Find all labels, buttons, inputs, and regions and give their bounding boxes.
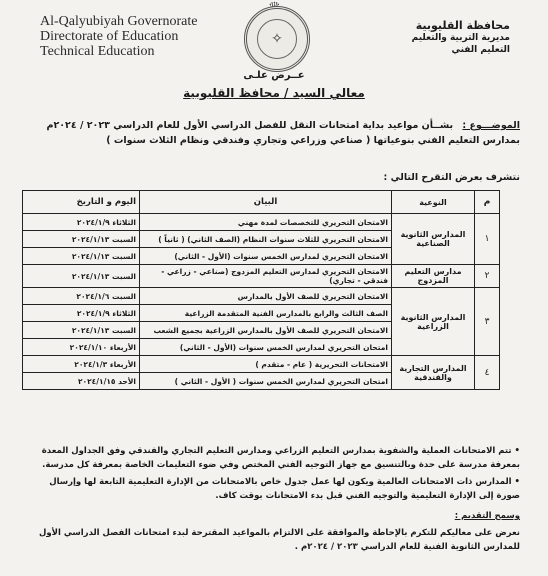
header-cell-number: م xyxy=(475,191,500,214)
exam-description: امتحان التحريري لمدارس الخمس سنوات ( الأول - الثاني ) xyxy=(140,373,392,390)
exam-date: السبت ٢٠٢٤/١/١٣ xyxy=(23,231,140,248)
exam-date: الأربعاء ٢٠٢٤/١/١٠ xyxy=(23,339,140,356)
table-row xyxy=(23,288,500,305)
school-type: مدارس التعليم المزدوج xyxy=(392,265,475,288)
header-right-line: مديرية التربية والتعليم xyxy=(411,33,510,43)
header-left-line: Directorate of Education xyxy=(40,29,179,44)
exam-date: السبت ٢٠٢٤/١/١٣ xyxy=(23,248,140,265)
exam-date: السبت ٢٠٢٤/١/١٣ xyxy=(23,322,140,339)
exam-schedule-table xyxy=(22,190,500,390)
header-cell-type: النوعية xyxy=(392,191,475,214)
header-right-line: التعليم الفني xyxy=(451,45,510,55)
row-number: ١ xyxy=(475,214,500,265)
exam-date: السبت ٢٠٢٤/١/٦ xyxy=(23,288,140,305)
exam-description: الامتحان التحريري للصف الأول بالمدارس الزراعية بجميع الشعب xyxy=(140,322,392,339)
row-number: ٢ xyxy=(475,265,500,288)
table-row xyxy=(23,356,500,373)
header-left-english xyxy=(40,14,200,59)
header-left-line: Technical Education xyxy=(40,44,155,59)
header-cell-description: البيان xyxy=(140,191,392,214)
exam-description: الامتحان التحريري للصف الأول بالمدارس xyxy=(140,288,392,305)
closing-label: وسمح التقديم : xyxy=(454,511,520,521)
note-paragraph: • المدارس ذات الامتحانات العالمية ويكون لها عمل جدول خاص بالامتحانات من الإدارة التعليمية التابعة لها وإرسال صورة إلى الإدارة التعليمية والتوجيه الفني قبل بدء الامتحانات بوقت كاف. xyxy=(49,477,520,501)
header-left-line: Al-Qalyubiyah Governorate xyxy=(40,14,198,29)
exam-description: الامتحانات التحريرية ( عام - متقدم ) xyxy=(140,356,392,373)
memo-heading: عــرض علـى xyxy=(243,70,305,81)
proposal-intro: نتشرف بعرض التقرح التالي : xyxy=(383,172,520,183)
header-right-line: محافظة القليوبية xyxy=(415,19,510,32)
closing-paragraph: نعرض على معاليكم للتكرم بالإحاطة والموافقة على الالتزام بالمواعيد المقترحة لبدء امتحانات الفصل الدراسي الأول للمدارس الثانوية الفنية للعام الدراسي ٢٠٢٣ / ٢٠٢٤م . xyxy=(38,528,520,552)
exam-date: الثلاثاء ٢٠٢٤/١/٩ xyxy=(23,214,140,231)
header-cell-date: اليوم و التاريخ xyxy=(23,191,140,214)
seal-emblem-icon: ✧ xyxy=(257,19,297,59)
exam-date: الثلاثاء ٢٠٢٤/١/٩ xyxy=(23,305,140,322)
table-header-row xyxy=(23,191,500,214)
subject-text: بشــأن مواعيد بداية امتحانات النقل للفصل الدراسي الأول للعام الدراسي ٢٠٢٣ / ٢٠٢٤م بمدارس التعليم الفني بنوعياتها ( صناعي وزراعي وتجاري وفندقي ونظام الثلاث سنوات ) xyxy=(46,120,520,146)
note-paragraph: • تتم الامتحانات العملية والشفوية بمدارس التعليم الزراعي ومدارس التعليم التجاري والفندقي وفق الجداول المعدة بمعرفة مدرسة على حدة وبالتنسيق مع جهاز التوجيه الفني المختص وفي ضوء التعليمات الخاصة بمعرفة كل مدرسة. xyxy=(41,446,520,470)
exam-description: الامتحان التحريري لمدارس التعليم المزدوج (صناعي - زراعي - فندقي - تجاري) xyxy=(140,265,392,288)
governorate-seal xyxy=(244,6,310,72)
subject-label: الموضـــوع : xyxy=(462,120,520,131)
exam-date: السبت ٢٠٢٤/١/١٣ xyxy=(23,265,140,288)
note-text: تتم الامتحانات العملية والشفوية بمدارس التعليم الزراعي ومدارس التعليم التجاري والفندقي وفق الجداول المعدة بمعرفة مدرسة على حدة وبالتنسيق مع جهاز التوجيه الفني المختص وفي ضوء التعليمات الخاصة بمعرفة كل مدرسة. xyxy=(41,446,520,470)
header-right-arabic xyxy=(370,20,510,56)
row-number: ٤ xyxy=(475,356,500,390)
row-number: ٣ xyxy=(475,288,500,356)
exam-description: الصف الثالث والرابع بالمدارس الفنية المتقدمة الزراعية xyxy=(140,305,392,322)
subject-paragraph xyxy=(30,118,520,148)
school-type: المدارس التجارية والفندقية xyxy=(392,356,475,390)
school-type: المدارس الثانوية الصناعية xyxy=(392,214,475,265)
exam-description: امتحان التحريري لمدارس الخمس سنوات (الأول - الثاني) xyxy=(140,339,392,356)
exam-date: الأحد ٢٠٢٤/١/١٥ xyxy=(23,373,140,390)
exam-description: الامتحان التحريري للثلاث سنوات النظام (الصف الثاني) ( ثانياً ) xyxy=(140,231,392,248)
exam-date: الأربعاء ٢٠٢٤/١/٣ xyxy=(23,356,140,373)
notes-section xyxy=(26,444,520,557)
exam-description: الامتحان التحريري لمدارس الخمس سنوات (الأول - الثاني) xyxy=(140,248,392,265)
table-row xyxy=(23,214,500,231)
exam-description: الامتحان التحريري للتخصصات لمدة مهني xyxy=(140,214,392,231)
table-row xyxy=(23,265,500,288)
note-text: المدارس ذات الامتحانات العالمية ويكون لها عمل جدول خاص بالامتحانات من الإدارة التعليمية التابعة لها وإرسال صورة إلى الإدارة التعليمية والتوجيه الفني قبل بدء الامتحانات بوقت كاف. xyxy=(49,477,520,501)
memo-recipient: معالي السيد / محافظ القليوبية xyxy=(183,86,365,100)
school-type: المدارس الثانوية الزراعية xyxy=(392,288,475,356)
